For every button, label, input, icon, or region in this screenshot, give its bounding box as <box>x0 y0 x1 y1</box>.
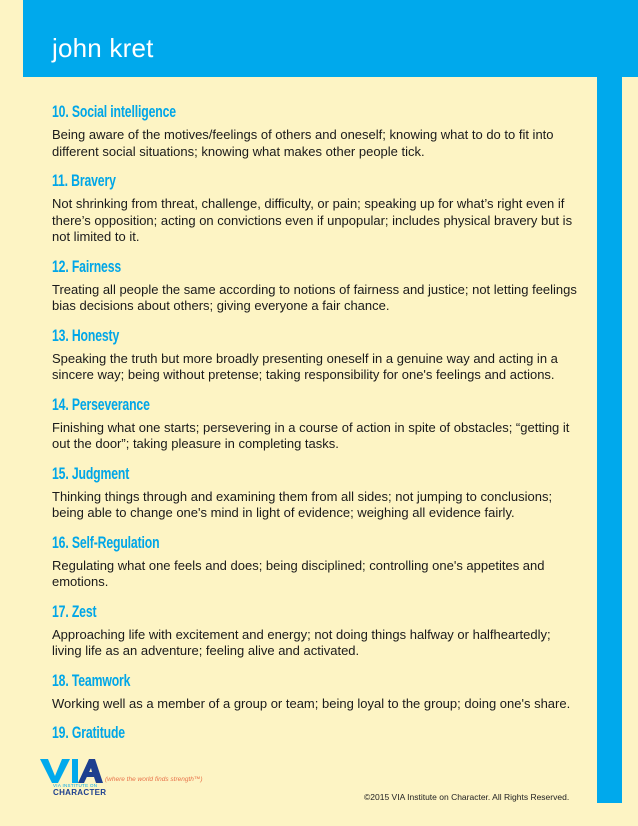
strength-title: 10. Social intelligence <box>52 102 176 121</box>
strength-title: 15. Judgment <box>52 463 130 483</box>
strength-item <box>52 256 582 315</box>
copyright-notice: ©2015 VIA Institute on Character. All Rights Reserved. <box>364 792 570 802</box>
strength-item <box>52 325 582 384</box>
logo-tagline: (where the world finds strength™) <box>105 776 203 783</box>
logo-character: CHARACTER <box>53 788 107 797</box>
strength-description: Regulating what one feels and does; being disciplined; controlling one's appetites and emotions. <box>52 557 545 589</box>
strength-title: 11. Bravery <box>52 171 116 190</box>
strength-item <box>52 532 582 591</box>
strength-description: Treating all people the same according to notions of fairness and justice; not letting feelings bias decisions about others; giving everyone a fair chance. <box>52 281 577 313</box>
strength-description: Not shrinking from threat, challenge, difficulty, or pain; speaking up for what’s right even if there’s opposition; acting on convictions even if unpopular; includes physical bravery but is not limited to it. <box>52 196 573 244</box>
strength-description: Thinking things through and examining them from all sides; not jumping to conclusions; being able to change one's mind in light of evidence; weighing all evidence fairly. <box>52 488 553 520</box>
logo-institute: VIA INSTITUTE ON <box>53 783 98 788</box>
strength-title: 12. Fairness <box>52 256 122 276</box>
strength-item <box>52 670 582 713</box>
page-title: john kret <box>52 33 154 63</box>
strength-item <box>52 463 582 522</box>
right-accent-bar <box>597 77 622 803</box>
strength-title: 14. Perseverance <box>52 394 150 414</box>
strength-title: 13. Honesty <box>52 325 120 345</box>
via-logo <box>39 757 219 801</box>
strength-description: Being aware of the motives/feelings of others and oneself; knowing what to do to fit into different social situations; knowing what makes other people tick. <box>52 127 554 159</box>
strengths-list <box>52 101 582 744</box>
via-logo-icon <box>39 757 103 785</box>
strength-item <box>52 170 582 246</box>
strength-title: 17. Zest <box>52 601 97 621</box>
strength-item <box>52 601 582 660</box>
strength-description: Approaching life with excitement and energy; not doing things halfway or halfheartedly; living life as an adventure; feeling alive and activated. <box>52 626 551 658</box>
strength-title: 16. Self-Regulation <box>52 532 160 552</box>
strength-item <box>52 722 582 744</box>
strength-item <box>52 101 582 160</box>
strength-description: Finishing what one starts; persevering in a course of action in spite of obstacles; “getting it out the door”; taking pleasure in completing tasks. <box>52 419 570 451</box>
strength-title: 18. Teamwork <box>52 670 131 690</box>
strength-title: 19. Gratitude <box>52 723 125 742</box>
strength-description: Speaking the truth but more broadly presenting oneself in a genuine way and acting in a sincere way; being without pretense; taking responsibility for one's feelings and actions. <box>52 350 558 382</box>
strength-description: Working well as a member of a group or team; being loyal to the group; doing one's share. <box>52 695 571 711</box>
strength-item <box>52 394 582 453</box>
